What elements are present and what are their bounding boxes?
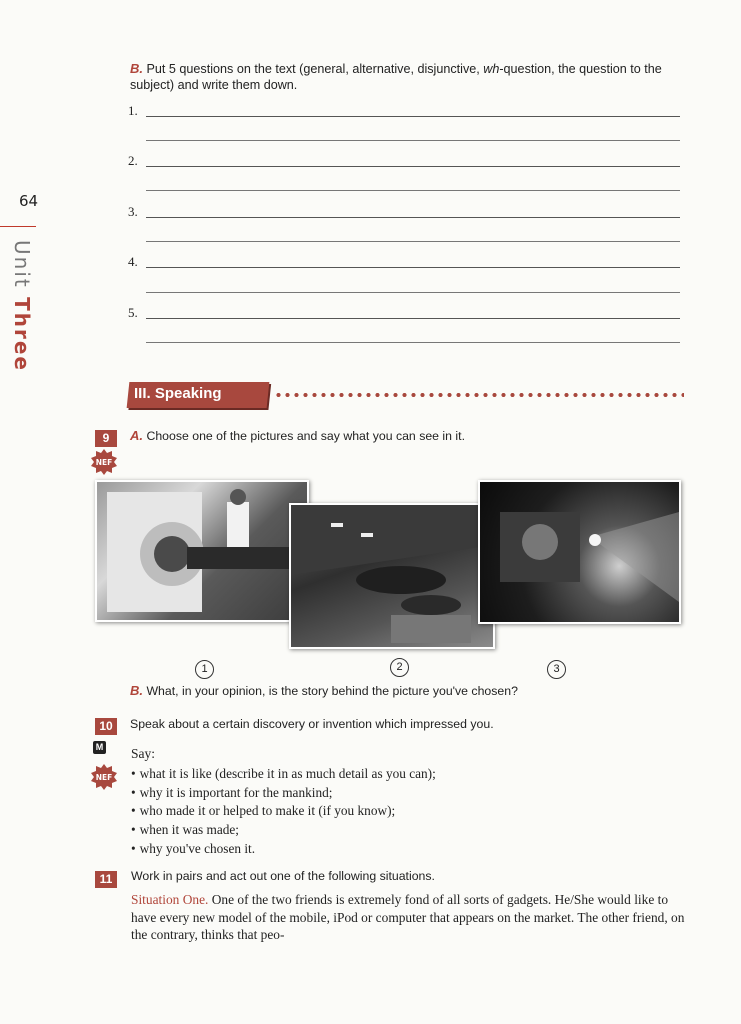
situation-one-paragraph xyxy=(131,891,686,944)
answer-line[interactable] xyxy=(146,318,680,319)
list-item: • what it is like (describe it in as much detail as you can); xyxy=(131,765,436,784)
answer-line[interactable] xyxy=(146,116,680,117)
list-item: • why you've chosen it. xyxy=(131,840,436,859)
nef-badge-icon xyxy=(91,764,117,790)
exercise-9-text-a: Choose one of the pictures and say what you can see in it. xyxy=(146,429,465,443)
unit-label xyxy=(10,240,34,372)
underwater-vehicle-illustration xyxy=(480,482,679,622)
picture-2-zero-gravity[interactable] xyxy=(289,503,495,649)
situation-text: One of the two friends is extremely fond of all sorts of gadgets. He/She would like to have every new model of the mobile, iPod or computer that appears on the market. The other friend, on the contrary, thinks that peo- xyxy=(131,892,685,942)
task-b-letter: B xyxy=(130,61,140,76)
task-b-text-italic: wh xyxy=(483,62,500,76)
exercise-11-text: Work in pairs and act out one of the following situations. xyxy=(131,869,435,883)
dotted-divider xyxy=(274,392,684,398)
picture-label-1: 1 xyxy=(195,660,214,679)
question-number-4: 4. xyxy=(128,254,138,269)
answer-line[interactable] xyxy=(146,166,680,167)
task-b-text-before: Put 5 questions on the text (general, alternative, disjunctive, xyxy=(146,62,484,76)
answer-line[interactable] xyxy=(146,190,680,191)
picture-label-2: 2 xyxy=(390,658,409,677)
list-item: • who made it or helped to make it (if you know); xyxy=(131,802,436,821)
speaking-title: III. Speaking xyxy=(134,385,222,402)
task-b-text-after: -question, the question to the subject) and write them down. xyxy=(130,62,662,92)
list-item: • why it is important for the mankind; xyxy=(131,784,436,803)
exercise-9-task-b: B. What, in your opinion, is the story behind the picture you've chosen? xyxy=(130,683,518,698)
page-number: 64 xyxy=(19,192,39,210)
unit-name: Three xyxy=(10,297,34,372)
picture-label-3: 3 xyxy=(547,660,566,679)
answer-line[interactable] xyxy=(146,140,680,141)
say-label: Say: xyxy=(131,746,156,761)
exercise-9-task-a: A. Choose one of the pictures and say what you can see in it. xyxy=(130,428,465,443)
exercise-number-10: 10 xyxy=(95,718,117,735)
question-number-5: 5. xyxy=(128,305,138,320)
exercise-9-letter-a: A xyxy=(130,428,140,443)
exercise-9-letter-b: B xyxy=(130,683,140,698)
list-item: • when it was made; xyxy=(131,821,436,840)
unit-word: Unit xyxy=(10,240,34,289)
answer-line[interactable] xyxy=(146,267,680,268)
picture-1-ct-scanner[interactable] xyxy=(95,480,309,622)
question-number-1: 1. xyxy=(128,103,138,118)
exercise-10-text: Speak about a certain discovery or invention which impressed you. xyxy=(130,717,494,731)
question-number-3: 3. xyxy=(128,204,138,219)
exercise-9-text-b: What, in your opinion, is the story behind the picture you've chosen? xyxy=(146,684,518,698)
task-b-instruction: B. Put 5 questions on the text (general, alternative, disjunctive, wh-question, the question to the subject) and write them down. xyxy=(130,61,662,92)
nef-badge-label: NEF xyxy=(95,773,113,782)
question-number-2: 2. xyxy=(128,153,138,168)
margin-divider xyxy=(0,226,36,227)
nef-badge-icon xyxy=(91,449,117,475)
zero-gravity-illustration xyxy=(291,505,493,647)
exercise-number-9: 9 xyxy=(95,430,117,447)
exercise-number-11: 11 xyxy=(95,871,117,888)
say-bullet-list xyxy=(131,765,436,859)
answer-line[interactable] xyxy=(146,292,680,293)
nef-badge-label: NEF xyxy=(95,458,113,467)
situation-title: Situation One. xyxy=(131,892,209,907)
answer-line[interactable] xyxy=(146,342,680,343)
ct-scanner-illustration xyxy=(97,482,307,620)
m-badge-icon: M xyxy=(93,741,106,754)
picture-3-underwater-vehicle[interactable] xyxy=(478,480,681,624)
answer-line[interactable] xyxy=(146,217,680,218)
answer-line[interactable] xyxy=(146,241,680,242)
